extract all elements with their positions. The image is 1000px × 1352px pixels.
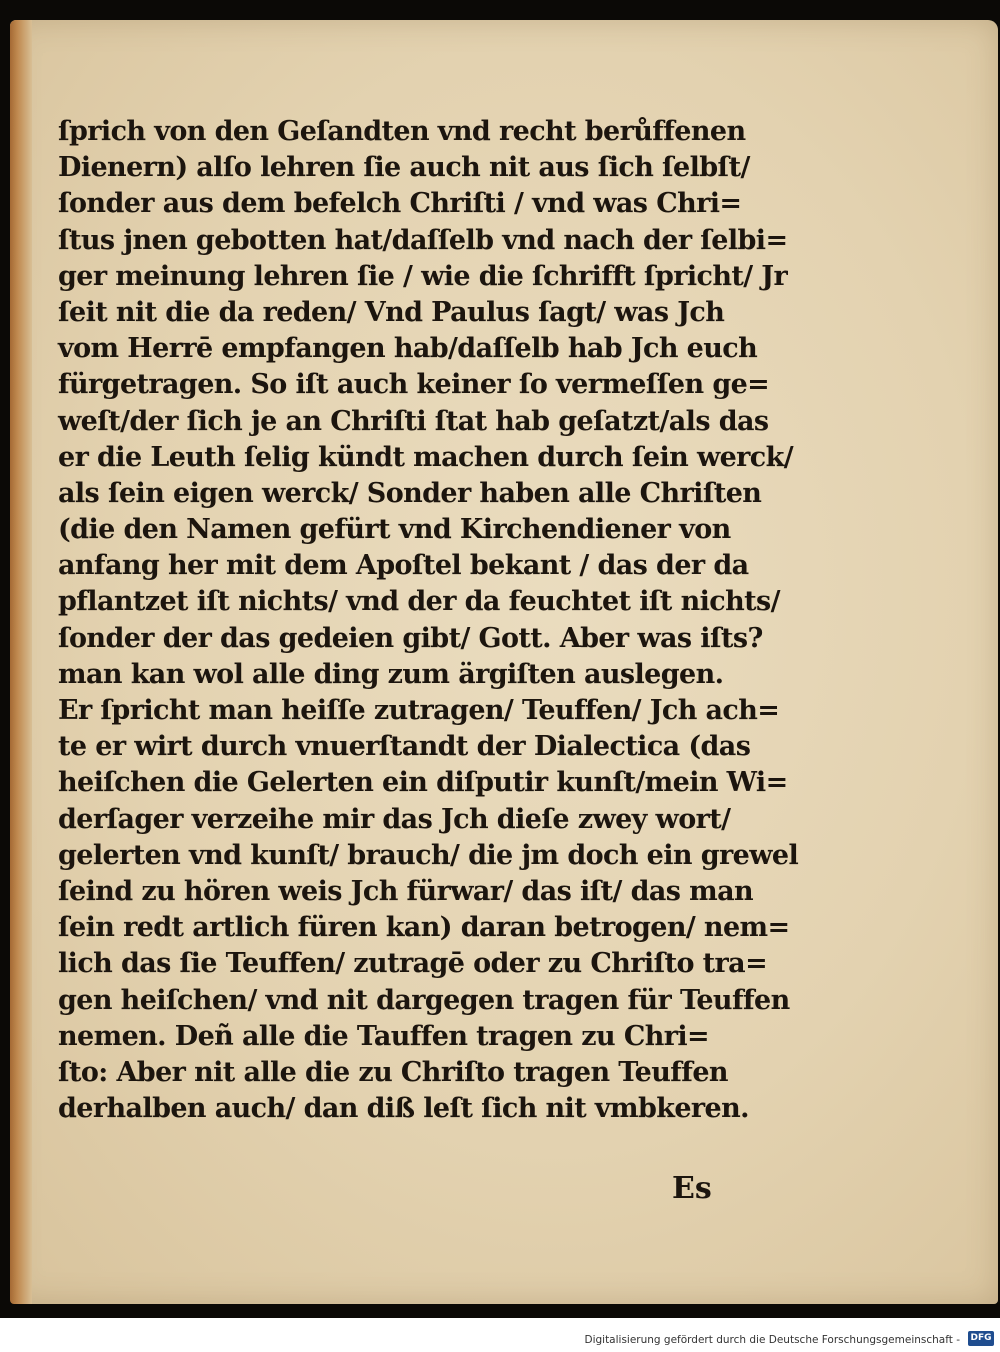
text-line-12: (die den Namen gefürt vnd Kirchendiener von (58, 514, 731, 546)
text-line-25: gen heiſchen/ vnd nit dargegen tragen für Teuffen (58, 984, 790, 1016)
page-edge (10, 20, 32, 1304)
text-line-23: ſein redt artlich füren kan) daran betrogen/ nem= (58, 912, 790, 944)
text-line-16: man kan wol alle ding zum ärgiſten auslegen. (58, 658, 724, 690)
text-line-20: derſager verzeihe mir das Jch dieſe zwey wort/ (58, 803, 731, 835)
text-line-27: ſto: Aber nit alle die zu Chriſto tragen Teuffen (58, 1056, 728, 1088)
text-line-26: nemen. Deñ alle die Tauffen tragen zu Chri= (58, 1020, 710, 1052)
text-line-22: ſeind zu hören weis Jch fürwar/ das iſt/ das man (58, 875, 754, 907)
text-block (58, 114, 799, 1127)
catchword: Es (672, 1171, 712, 1206)
text-line-5: ger meinung lehren ſie / wie die ſchrifft ſpricht/ Jr (58, 260, 788, 292)
text-line-4: ſtus jnen gebotten hat/daſſelb vnd nach der ſelbi= (58, 224, 788, 256)
funding-credit: Digitalisierung gefördert durch die Deutsche Forschungsgemeinschaft - (584, 1334, 960, 1346)
text-line-13: anfang her mit dem Apoſtel bekant / das der da (58, 550, 749, 582)
text-line-11: als ſein eigen werck/ Sonder haben alle Chriſten (58, 477, 762, 509)
text-line-6: ſeit nit die da reden/ Vnd Paulus ſagt/ was Jch (58, 296, 725, 328)
text-line-8: fürgetragen. So iſt auch keiner ſo vermeſſen ge= (58, 369, 770, 401)
text-line-1: ſprich von den Geſandten vnd recht berůffenen (58, 116, 746, 147)
text-line-24: lich das ſie Teuffen/ zutragē oder zu Chriſto tra= (58, 948, 768, 980)
text-line-18: te er wirt durch vnuerſtandt der Dialectica (das (58, 731, 751, 763)
text-line-19: heiſchen die Gelerten ein diſputir kunſt/mein Wi= (58, 767, 788, 799)
text-line-21: gelerten vnd kunſt/ brauch/ die jm doch ein grewel (58, 839, 799, 871)
text-line-14: pflantzet iſt nichts/ vnd der da feuchtet iſt nichts/ (58, 586, 780, 618)
text-line-2: Dienern) alſo lehren ſie auch nit aus ſich ſelbſt/ (58, 152, 750, 184)
text-line-3: ſonder aus dem befelch Chriſti / vnd was Chri= (58, 188, 742, 220)
footer-bar (0, 1318, 1000, 1352)
text-line-9: weſt/der ſich je an Chriſti ſtat hab geſatzt/als das (58, 405, 769, 437)
text-line-15: ſonder der das gedeien gibt/ Gott. Aber was iſts? (58, 622, 763, 654)
text-line-28: derhalben auch/ dan diß leſt ſich nit vmbkeren. (58, 1093, 749, 1125)
text-line-17: Er ſpricht man heiſſe zutragen/ Teuffen/ Jch ach= (58, 695, 780, 726)
text-line-10: er die Leuth ſelig kündt machen durch ſein werck/ (58, 441, 793, 473)
dfg-logo-icon: DFG (968, 1331, 994, 1346)
text-line-7: vom Herrē empfangen hab/daſſelb hab Jch euch (58, 333, 758, 365)
book-page (10, 20, 998, 1304)
